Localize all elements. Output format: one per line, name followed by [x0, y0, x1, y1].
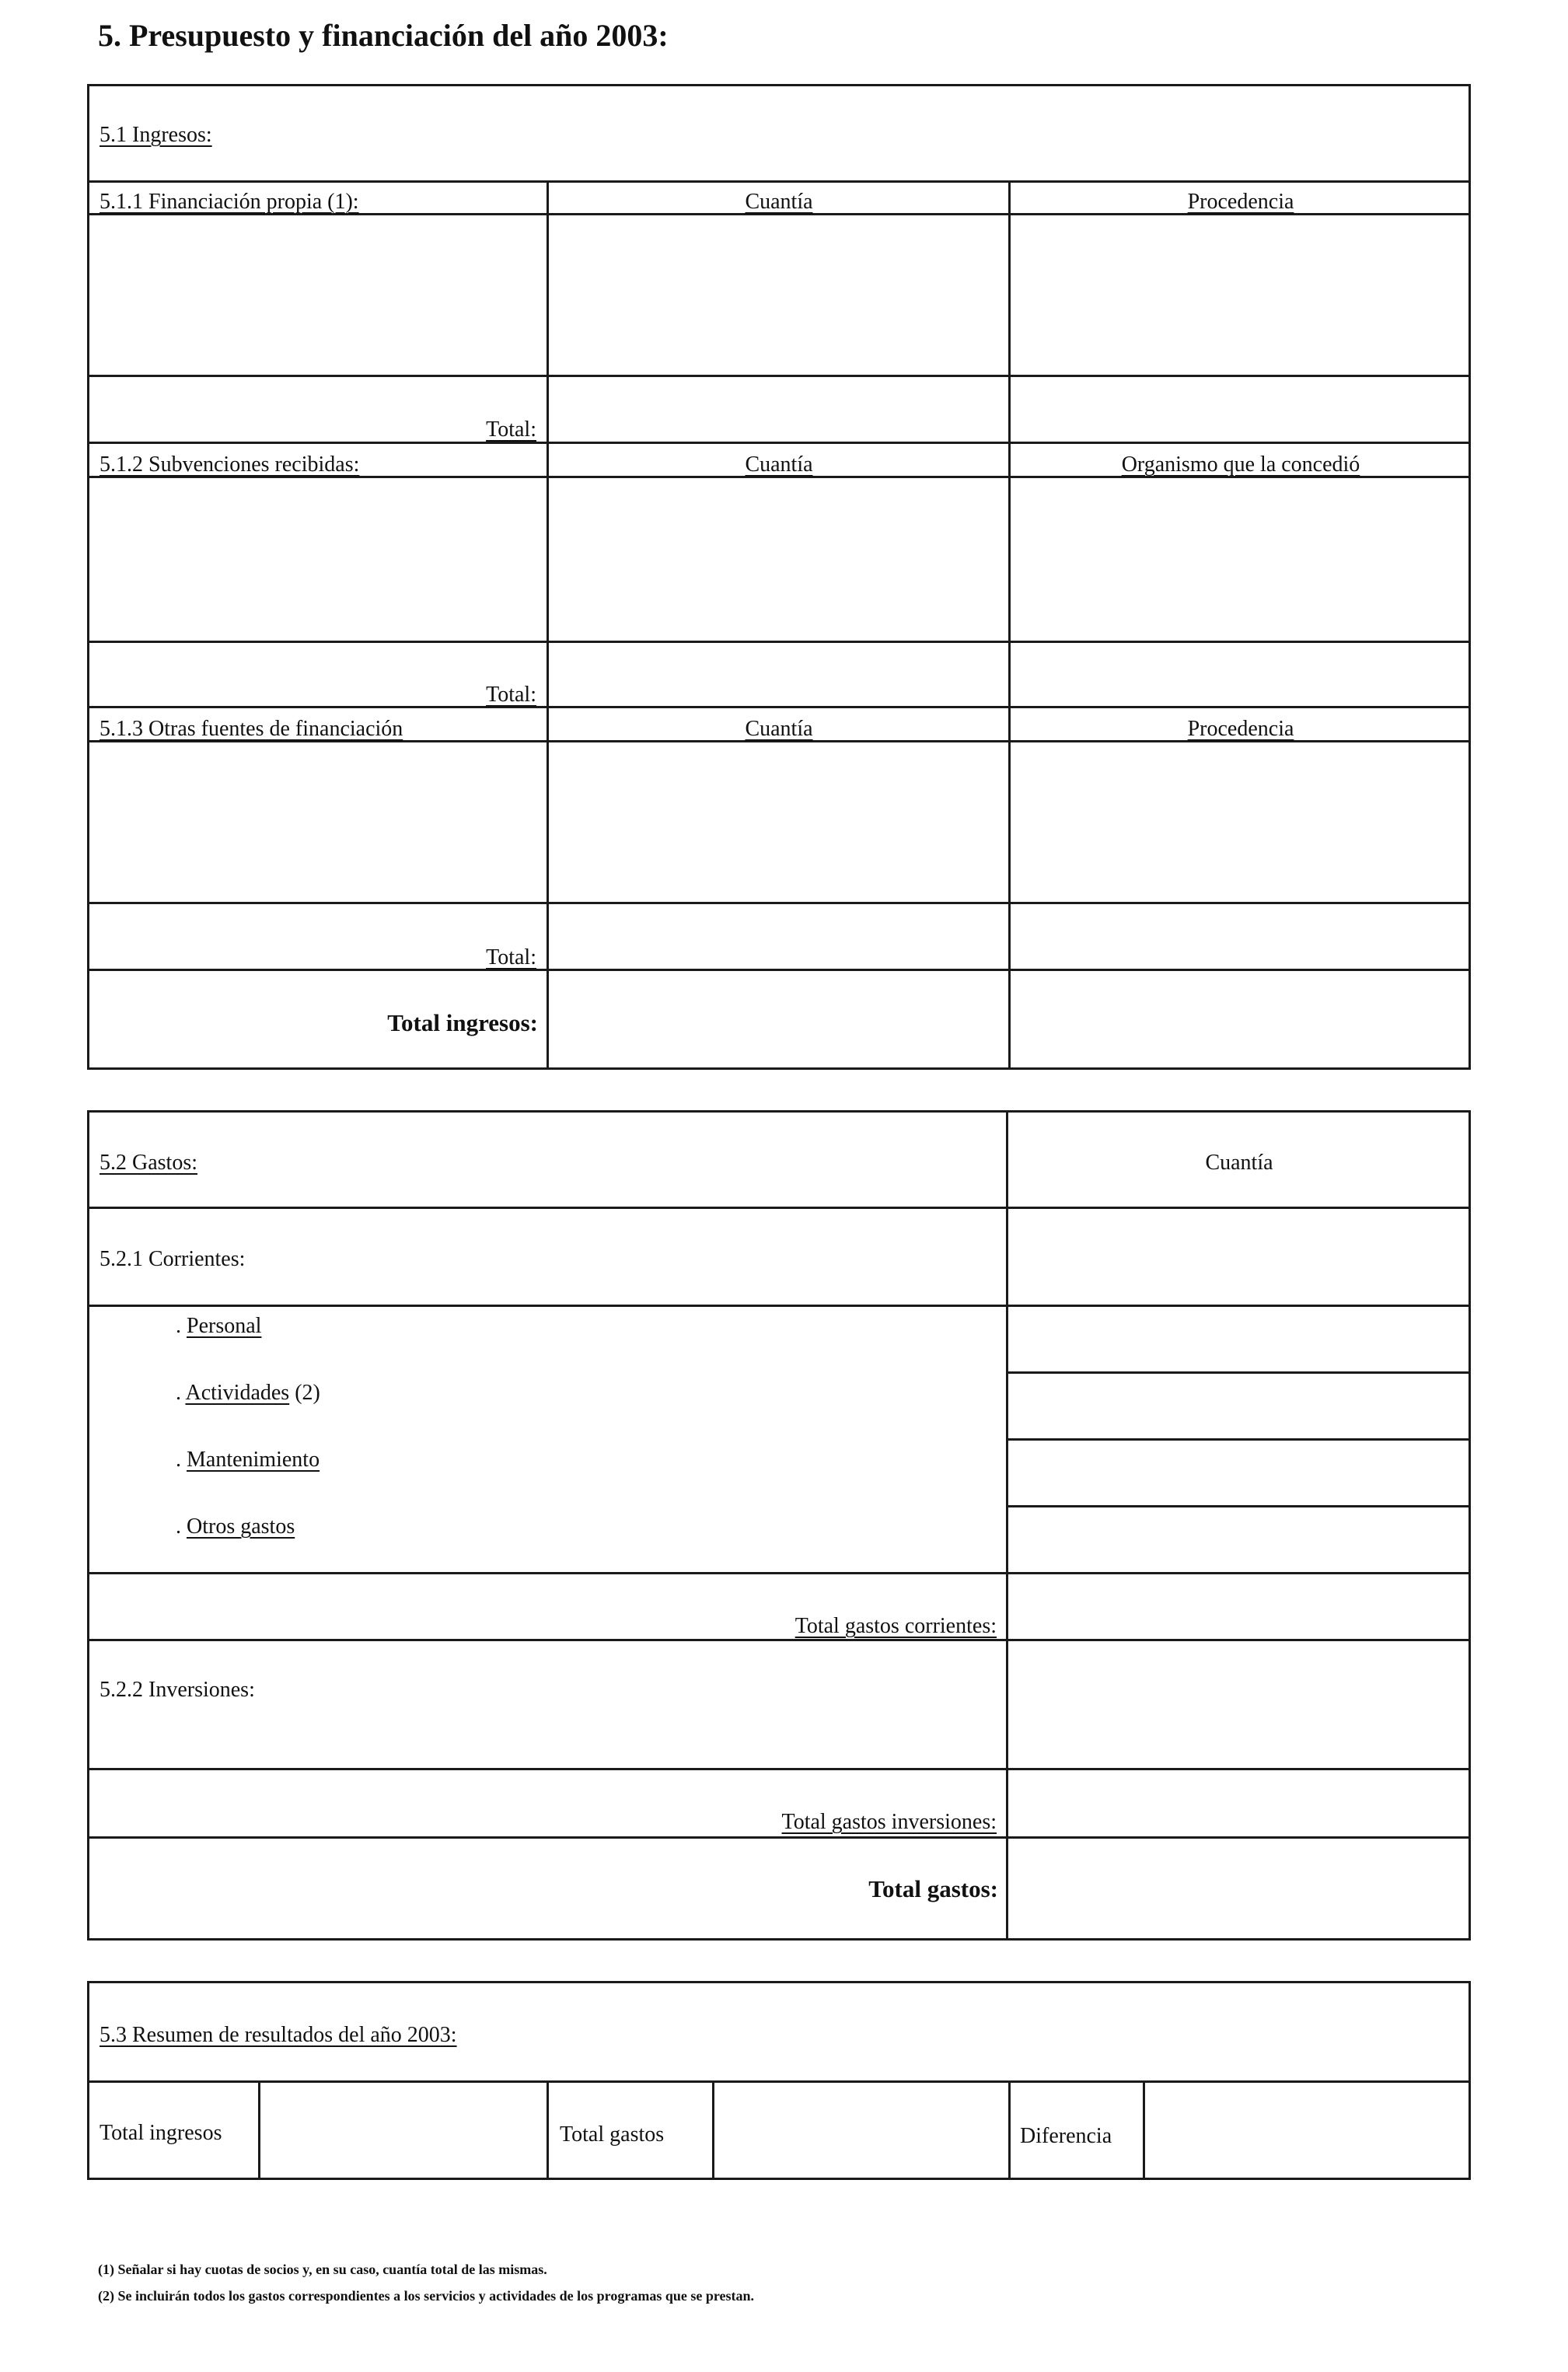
inversiones-label: 5.2.2 Inversiones: [100, 1678, 255, 1702]
subvenciones-organismo-cell[interactable] [1011, 478, 1468, 639]
otras-procedencia-cell[interactable] [1011, 742, 1468, 900]
total-inversiones-cuantia[interactable] [1008, 1770, 1468, 1835]
otras-total-cuantia[interactable] [549, 904, 1007, 967]
propia-total-procedencia[interactable] [1011, 377, 1468, 440]
propia-procedencia-cell[interactable] [1011, 215, 1468, 373]
ingresos-heading: 5.1 Ingresos: [100, 123, 212, 147]
subvenciones-total-organismo[interactable] [1011, 643, 1468, 704]
total-ingresos-cuantia[interactable] [549, 971, 1007, 1067]
footnote-1: (1) Señalar si hay cuotas de socios y, en su caso, cuantía total de las mismas. [98, 2262, 547, 2277]
resumen-heading: 5.3 Resumen de resultados del año 2003: [100, 2023, 457, 2047]
otros-gastos-cuantia[interactable] [1008, 1507, 1468, 1570]
gasto-item-otros: . Otros gastos [176, 1514, 295, 1539]
gasto-item-mantenimiento: . Mantenimiento [176, 1448, 320, 1472]
resumen-diferencia-label: Diferencia [1020, 2124, 1112, 2148]
gasto-item-personal: . Personal [176, 1314, 262, 1338]
actividades-cuantia[interactable] [1008, 1374, 1468, 1437]
page-title: 5. Presupuesto y financiación del año 2003: [98, 18, 669, 53]
subvenciones-organismo-header: Organismo que la concedió [1121, 452, 1360, 477]
otras-total-label: Total: [486, 945, 536, 969]
subvenciones-label: 5.1.2 Subvenciones recibidas: [100, 452, 360, 477]
total-ingresos-procedencia[interactable] [1011, 971, 1468, 1067]
subvenciones-cuantia-cell[interactable] [549, 478, 1007, 639]
propia-total-cuantia[interactable] [549, 377, 1007, 440]
total-corrientes-cuantia[interactable] [1008, 1574, 1468, 1637]
gasto-item-actividades: . Actividades (2) [176, 1381, 320, 1405]
total-gastos-label: Total gastos: [868, 1875, 998, 1902]
otras-fuentes-label: 5.1.3 Otras fuentes de financiación [100, 717, 403, 741]
total-corrientes-label: Total gastos corrientes: [794, 1614, 997, 1638]
gastos-heading: 5.2 Gastos: [100, 1151, 197, 1175]
subvenciones-cuantia-header: Cuantía [745, 452, 813, 477]
otras-procedencia-header: Procedencia [1187, 717, 1294, 741]
gastos-cuantia-header: Cuantía [1205, 1151, 1273, 1175]
propia-procedencia-header: Procedencia [1187, 190, 1294, 214]
total-inversiones-label: Total gastos inversiones: [781, 1810, 997, 1834]
propia-total-label: Total: [486, 417, 536, 442]
corrientes-label: 5.2.1 Corrientes: [100, 1247, 246, 1271]
resumen-total-gastos-value[interactable] [714, 2083, 1007, 2178]
footnote-2: (2) Se incluirán todos los gastos correspondientes a los servicios y actividades de los programas que se prestan. [98, 2288, 755, 2304]
resumen-diferencia-value[interactable] [1145, 2083, 1468, 2178]
otras-cuantia-header: Cuantía [745, 717, 813, 741]
resumen-total-ingresos-label: Total ingresos [100, 2121, 222, 2145]
propia-cuantia-header: Cuantía [745, 190, 813, 214]
otras-total-procedencia[interactable] [1011, 904, 1468, 967]
resumen-total-gastos-label: Total gastos [560, 2122, 665, 2147]
propia-cuantia-cell[interactable] [549, 215, 1007, 373]
total-gastos-cuantia[interactable] [1008, 1839, 1468, 1938]
total-ingresos-label: Total ingresos: [387, 1009, 538, 1036]
financiacion-propia-label: 5.1.1 Financiación propia (1): [100, 190, 359, 214]
inversiones-cuantia[interactable] [1008, 1641, 1468, 1766]
resumen-total-ingresos-value[interactable] [260, 2083, 545, 2178]
personal-cuantia[interactable] [1008, 1307, 1468, 1370]
mantenimiento-cuantia[interactable] [1008, 1441, 1468, 1504]
subvenciones-total-label: Total: [486, 683, 536, 707]
corrientes-cuantia[interactable] [1008, 1209, 1468, 1303]
subvenciones-total-cuantia[interactable] [549, 643, 1007, 704]
otras-cuantia-cell[interactable] [549, 742, 1007, 900]
